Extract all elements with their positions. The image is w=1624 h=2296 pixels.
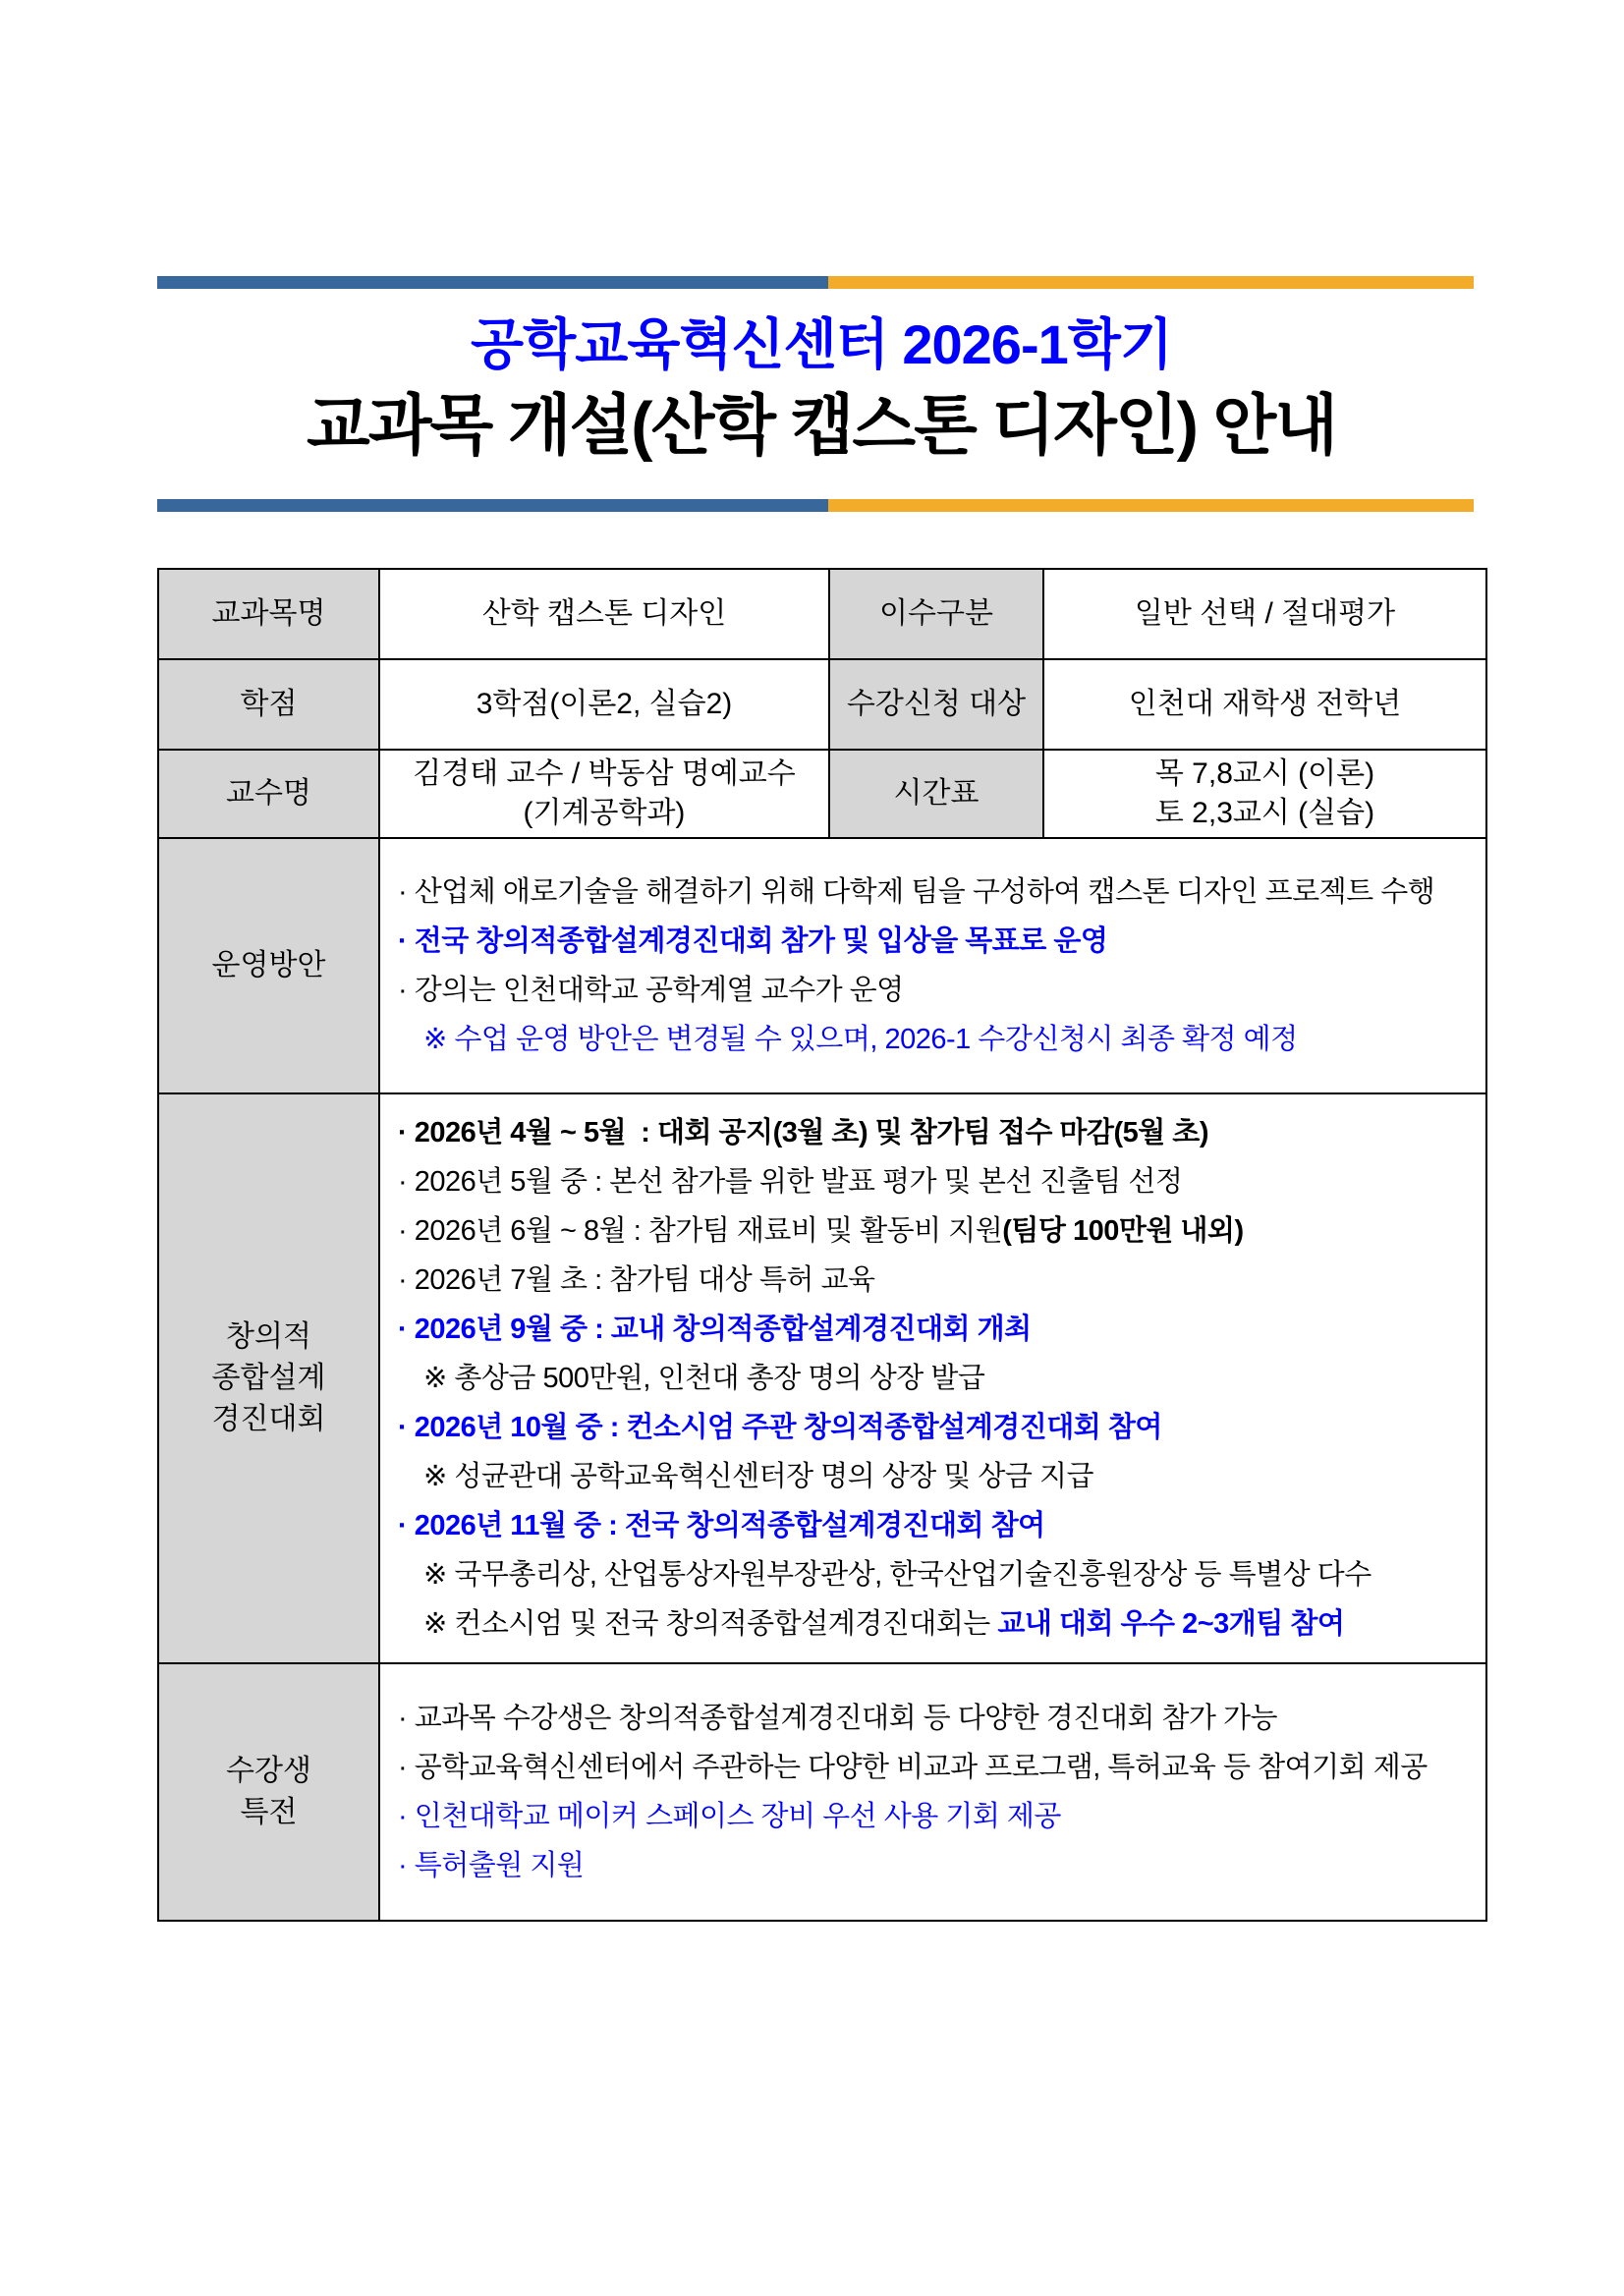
bullet-line [398, 1108, 1478, 1157]
credits-value: 3학점(이론2, 실습2) [379, 659, 829, 750]
completion-type-label: 이수구분 [829, 569, 1043, 659]
label-line: 종합설계 [211, 1362, 326, 1394]
label-line: 특전 [240, 1796, 298, 1828]
student-benefits-content [379, 1663, 1486, 1921]
table-row-student-benefits [158, 1663, 1486, 1921]
text-segment: ※ 컨소시엄 및 전국 창의적종합설계경진대회는 [423, 1608, 998, 1640]
credits-label: 학점 [158, 659, 379, 750]
timetable-value-line2: 토 2,3교시 (실습) [1154, 797, 1375, 829]
text-segment: · 강의는 인천대학교 공학계열 교수가 운영 [398, 975, 904, 1006]
enrollment-target-value: 인천대 재학생 전학년 [1043, 659, 1486, 750]
bottom-divider-bar [157, 499, 1474, 512]
professor-value-line1: 김경태 교수 / 박동삼 명예교수 [413, 757, 796, 790]
top-divider-bar [157, 276, 1474, 289]
page-title-line1: 공학교육혁신센터 2026-1학기 [471, 313, 1172, 375]
label-line: 창의적 [226, 1320, 311, 1353]
bullet-line [398, 1694, 1478, 1743]
text-segment: · 2026년 6월 ~ 8월 : 참가팀 재료비 및 활동비 지원 [398, 1215, 1003, 1247]
text-segment: · 전국 창의적종합설계경진대회 참가 및 입상을 목표로 운영 [398, 925, 1108, 957]
text-segment: · 2026년 9월 중 : 교내 창의적종합설계경진대회 개최 [398, 1314, 1032, 1345]
table-row [158, 659, 1486, 750]
text-segment: · 교과목 수강생은 창의적종합설계경진대회 등 다양한 경진대회 참가 가능 [398, 1703, 1278, 1734]
bullet-line [398, 1792, 1478, 1841]
text-segment: · 2026년 11월 중 : 전국 창의적종합설계경진대회 참여 [398, 1510, 1045, 1541]
bullet-line [398, 1256, 1478, 1305]
divider-blue-segment [157, 499, 828, 512]
course-name-label: 교과목명 [158, 569, 379, 659]
course-notice-table [157, 568, 1487, 1922]
bullet-line [398, 1841, 1478, 1890]
note-line [398, 1354, 1478, 1403]
document-content-column [157, 0, 1485, 1922]
table-row-operation-plan [158, 838, 1486, 1093]
operation-plan-content [379, 838, 1486, 1093]
label-line: 운영방안 [211, 949, 326, 981]
operation-plan-label [158, 838, 379, 1093]
label-line: 수강생 [226, 1755, 311, 1787]
bullet-line [398, 1501, 1478, 1550]
course-name-value: 산학 캡스톤 디자인 [379, 569, 829, 659]
enrollment-target-label: 수강신청 대상 [829, 659, 1043, 750]
note-line [398, 1015, 1478, 1064]
professor-value [379, 750, 829, 838]
divider-yellow-segment [828, 499, 1474, 512]
text-segment: · 2026년 4월 ~ 5월 : 대회 공지(3월 초) 및 참가팀 접수 마감(5월 초) [398, 1117, 1208, 1148]
text-segment: · 2026년 7월 초 : 참가팀 대상 특허 교육 [398, 1264, 875, 1296]
text-segment: ※ 성균관대 공학교육혁신센터장 명의 상장 및 상금 지급 [423, 1461, 1094, 1492]
bullet-line [398, 868, 1478, 917]
text-segment: · 특허출원 지원 [398, 1850, 585, 1881]
label-line: 경진대회 [211, 1403, 326, 1435]
text-segment: 교내 대회 우수 2~3개팀 참여 [997, 1608, 1345, 1640]
timetable-label: 시간표 [829, 750, 1043, 838]
student-benefits-label [158, 1663, 379, 1921]
professor-value-line2: (기계공학과) [523, 797, 686, 829]
bullet-line [398, 1743, 1478, 1792]
text-segment: ※ 총상금 500만원, 인천대 총장 명의 상장 발급 [423, 1363, 985, 1394]
note-line [398, 1550, 1478, 1599]
text-segment: · 인천대학교 메이커 스페이스 장비 우선 사용 기회 제공 [398, 1801, 1061, 1832]
text-segment: · 공학교육혁신센터에서 주관하는 다양한 비교과 프로그램, 특허교육 등 참여기회 제공 [398, 1752, 1428, 1783]
text-segment: · 2026년 5월 중 : 본선 참가를 위한 발표 평가 및 본선 진출팀 선정 [398, 1166, 1183, 1198]
bullet-line [398, 1157, 1478, 1206]
completion-type-value: 일반 선택 / 절대평가 [1043, 569, 1486, 659]
bullet-line [398, 1206, 1478, 1256]
text-segment: · 산업체 애로기술을 해결하기 위해 다학제 팀을 구성하여 캡스톤 디자인 프로젝트 수행 [398, 876, 1435, 908]
text-segment: (팀당 100만원 내외) [1002, 1215, 1244, 1247]
bullet-line [398, 1403, 1478, 1452]
divider-yellow-segment [828, 276, 1474, 289]
table-row [158, 750, 1486, 838]
note-line [398, 1452, 1478, 1501]
design-competition-label [158, 1093, 379, 1663]
design-competition-content [379, 1093, 1486, 1663]
timetable-value-line1: 목 7,8교시 (이론) [1154, 757, 1375, 790]
professor-label: 교수명 [158, 750, 379, 838]
note-line [398, 1599, 1478, 1649]
bullet-line [398, 1305, 1478, 1354]
page-title-line2: 교과목 개설(산학 캡스톤 디자인) 안내 [307, 389, 1336, 463]
divider-blue-segment [157, 276, 828, 289]
text-segment: · 2026년 10월 중 : 컨소시엄 주관 창의적종합설계경진대회 참여 [398, 1412, 1162, 1443]
table-row [158, 569, 1486, 659]
table-row-design-competition [158, 1093, 1486, 1663]
bullet-line [398, 917, 1478, 966]
text-segment: ※ 국무총리상, 산업통상자원부장관상, 한국산업기술진흥원장상 등 특별상 다수 [423, 1559, 1372, 1591]
text-segment: ※ 수업 운영 방안은 변경될 수 있으며, 2026-1 수강신청시 최종 확정 예정 [423, 1024, 1298, 1055]
bullet-line [398, 966, 1478, 1015]
timetable-value [1043, 750, 1486, 838]
